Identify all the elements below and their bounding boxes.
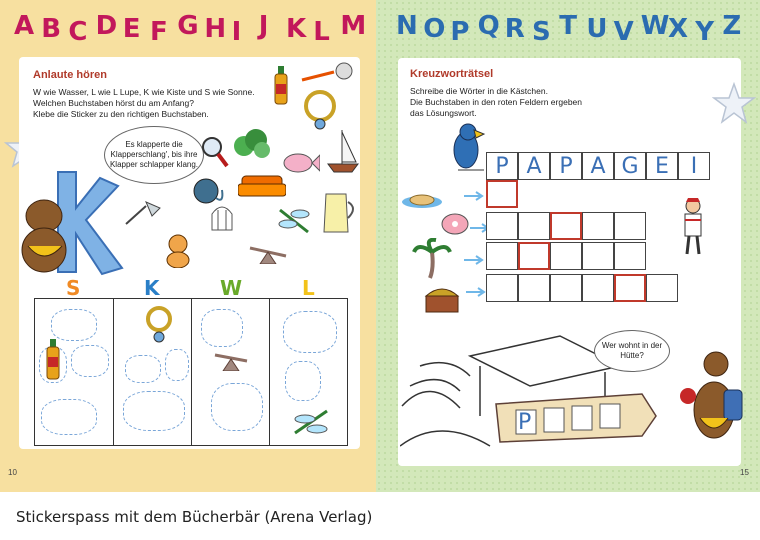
page-number: 10 (8, 468, 17, 477)
task-title: Kreuzworträtsel (410, 68, 494, 80)
speech-bubble: Es klapperte die Klapperschlang', bis ihre Klapper schlapper klang. (104, 126, 204, 184)
alphabet-letter: S (532, 17, 551, 47)
palm-tree-clue-icon (412, 238, 452, 280)
alphabet-letter: W (640, 11, 670, 41)
seesaw-sticker-icon (213, 347, 249, 371)
alphabet-letter: J (258, 11, 269, 41)
crossword-cell[interactable]: A (518, 152, 550, 180)
magnifier-icon (200, 135, 230, 169)
alphabet-letter: R (504, 14, 525, 44)
alphabet-letter: M (340, 11, 367, 41)
solution-letter[interactable]: P (518, 410, 532, 435)
alphabet-letter: F (150, 17, 168, 47)
task-instructions: Schreibe die Wörter in die Kästchen. Die Buchstaben in den roten Feldern ergeben das Lösungswort. (410, 86, 583, 118)
alphabet-header-left (0, 4, 376, 48)
alphabet-letter: Q (477, 11, 500, 41)
crossword-cell[interactable]: A (582, 152, 614, 180)
alphabet-letter: P (450, 17, 470, 47)
alphabet-letter: A (14, 11, 35, 41)
alphabet-letter: V (613, 17, 634, 47)
task-title: Anlaute hören (33, 69, 107, 81)
image-caption: Stickerspass mit dem Bücherbär (Arena Verlag) (16, 508, 373, 526)
sorting-area (34, 298, 348, 446)
bottle-icon (272, 66, 290, 106)
parrot-icon (444, 122, 490, 174)
arrow-right-icon (464, 254, 486, 266)
column-letter-k: K (144, 276, 160, 300)
alphabet-letter: Y (695, 17, 715, 47)
island-clue-icon (400, 188, 444, 210)
alphabet-letter: U (586, 14, 608, 44)
alphabet-letter: C (68, 17, 88, 47)
arrow-right-icon (466, 286, 488, 298)
alphabet-letter: T (559, 11, 577, 41)
bear-with-letter-k-icon (14, 168, 126, 278)
pirate-icon (678, 196, 708, 256)
signpost-icon (492, 386, 658, 450)
necklace-sticker-icon (143, 305, 175, 345)
alphabet-letter: X (668, 14, 689, 44)
right-page (376, 0, 760, 492)
sailboat-icon (326, 128, 360, 176)
column-letter-s: S (66, 276, 81, 300)
arrow-right-icon (470, 222, 492, 234)
jug-icon (318, 188, 358, 236)
cat-icon (162, 232, 196, 268)
net-icon (300, 62, 356, 84)
alphabet-letter: O (423, 14, 446, 44)
crossword-cell[interactable]: G (614, 152, 646, 180)
column-letter-w: W (220, 276, 243, 300)
bush-icon (232, 126, 272, 160)
alphabet-header-right (376, 4, 760, 48)
necklace-icon (300, 88, 340, 132)
fish-icon (280, 150, 320, 176)
bottle-sticker-icon (45, 339, 61, 381)
seesaw-icon (248, 242, 288, 264)
crossword-cell[interactable]: P (486, 152, 518, 180)
crossword-cell[interactable]: E (646, 152, 678, 180)
shell-clue-icon (440, 212, 470, 236)
left-page (0, 0, 376, 492)
dragonfly-sticker-icon (289, 405, 333, 439)
page-number: 15 (740, 468, 749, 477)
alphabet-letter: K (286, 14, 307, 44)
alphabet-letter: L (313, 17, 330, 47)
arrow-right-icon (464, 190, 486, 202)
task-instructions: W wie Wasser, L wie L Lupe, K wie Kiste und S wie Sonne. Welchen Buchstaben hörst du am Anfang? Klebe die Sticker zu den richtigen Buchstaben. (33, 87, 255, 119)
bear-with-backpack-icon (680, 348, 746, 454)
alphabet-letter: I (231, 17, 242, 47)
speech-bubble: Wer wohnt in der Hütte? (594, 330, 670, 372)
alphabet-letter: D (95, 11, 118, 41)
sofa-icon (238, 172, 286, 202)
alphabet-letter: G (177, 11, 199, 41)
birdcage-icon (208, 200, 236, 234)
lamp-icon (120, 198, 166, 226)
alphabet-letter: N (396, 11, 418, 41)
star-icon (712, 82, 756, 124)
alphabet-letter: Z (722, 11, 742, 41)
alphabet-letter: B (41, 14, 62, 44)
crossword-cell[interactable]: P (550, 152, 582, 180)
alphabet-letter: E (122, 14, 141, 44)
treasure-chest-clue-icon (424, 284, 460, 314)
column-letter-l: L (302, 276, 315, 300)
crossword-cell[interactable]: I (678, 152, 710, 180)
dragonfly-icon (276, 206, 312, 236)
alphabet-letter: H (204, 14, 227, 44)
